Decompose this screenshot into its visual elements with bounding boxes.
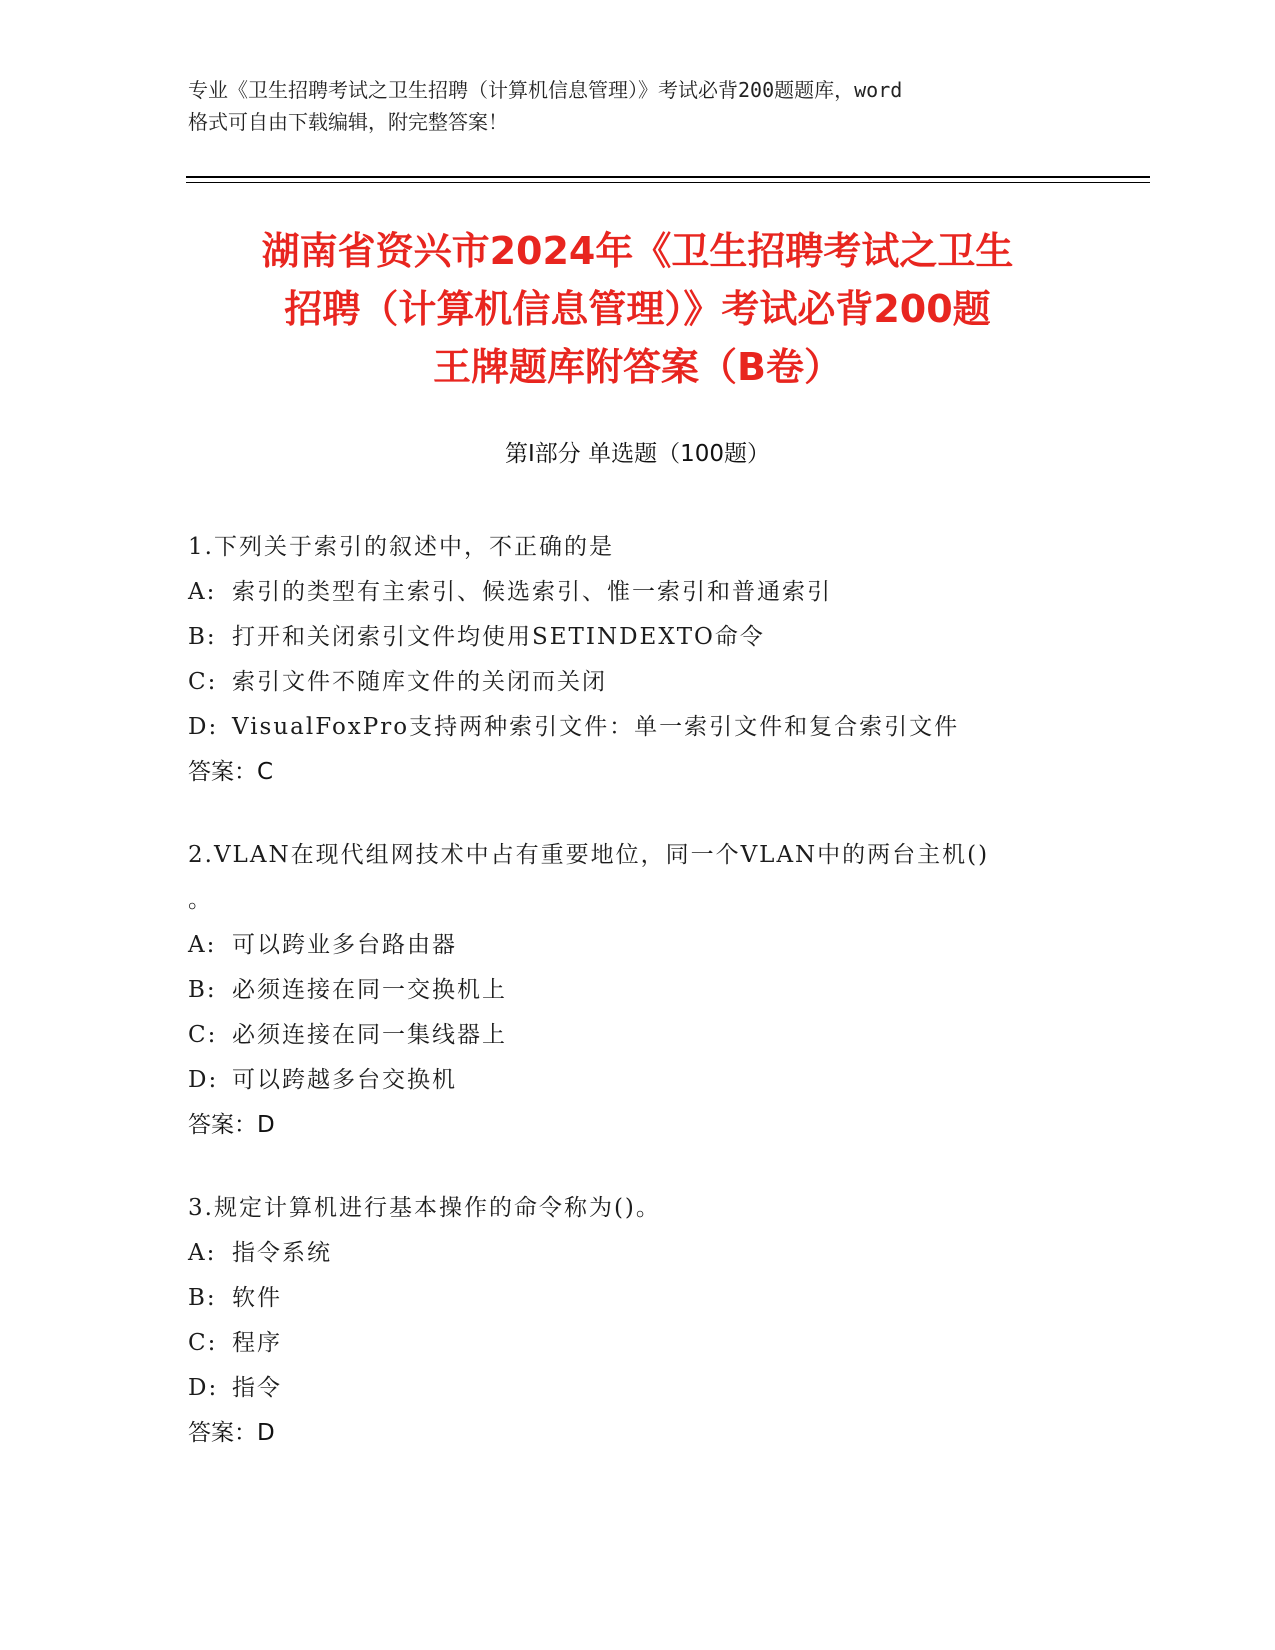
header-note-line: 专业《卫生招聘考试之卫生招聘（计算机信息管理）》考试必背200题题库，word bbox=[188, 78, 903, 102]
option-label: C: bbox=[188, 1022, 218, 1048]
option-label: C: bbox=[188, 669, 218, 695]
option-text: 可以跨越多台交换机 bbox=[232, 1067, 457, 1093]
option-c bbox=[188, 1321, 1108, 1366]
option-label: B: bbox=[188, 1285, 217, 1311]
question-stem: 3.规定计算机进行基本操作的命令称为()。 bbox=[188, 1195, 661, 1221]
option-label: A: bbox=[188, 579, 217, 605]
option-text: 必须连接在同一交换机上 bbox=[232, 977, 507, 1003]
header-note bbox=[188, 74, 1088, 138]
option-text: 指令系统 bbox=[232, 1240, 332, 1266]
option-c bbox=[188, 660, 1108, 705]
question-stem: 2.VLAN在现代组网技术中占有重要地位，同一个VLAN中的两台主机() bbox=[188, 842, 990, 868]
option-label: D: bbox=[188, 1375, 219, 1401]
option-text: 打开和关闭索引文件均使用SETINDEXTO命令 bbox=[232, 624, 765, 650]
option-label: A: bbox=[188, 1240, 217, 1266]
answer-line: 答案：C bbox=[188, 759, 274, 785]
section-title: 第Ⅰ部分 单选题（100题） bbox=[505, 441, 770, 467]
option-text: 必须连接在同一集线器上 bbox=[232, 1022, 507, 1048]
option-text: 索引文件不随库文件的关闭而关闭 bbox=[232, 669, 607, 695]
option-d bbox=[188, 705, 1108, 750]
header-divider bbox=[186, 176, 1150, 178]
option-b bbox=[188, 968, 1108, 1013]
option-label: B: bbox=[188, 977, 217, 1003]
option-a bbox=[188, 923, 1108, 968]
header-note-line: 格式可自由下载编辑，附完整答案！ bbox=[188, 110, 508, 134]
title-line: 湖南省资兴市2024年《卫生招聘考试之卫生 bbox=[261, 229, 1014, 273]
title-line: 王牌题库附答案（B卷） bbox=[433, 345, 842, 389]
option-c bbox=[188, 1013, 1108, 1058]
option-a bbox=[188, 1231, 1108, 1276]
question-item bbox=[188, 525, 1108, 795]
option-d bbox=[188, 1366, 1108, 1411]
option-label: C: bbox=[188, 1330, 218, 1356]
option-text: 软件 bbox=[232, 1285, 282, 1311]
question-stem: 1.下列关于索引的叙述中，不正确的是 bbox=[188, 534, 614, 560]
option-text: VisualFoxPro支持两种索引文件：单一索引文件和复合索引文件 bbox=[232, 714, 960, 740]
option-text: 程序 bbox=[232, 1330, 282, 1356]
question-item bbox=[188, 1186, 1108, 1456]
question-item bbox=[188, 833, 1108, 1148]
option-text: 索引的类型有主索引、候选索引、惟一索引和普通索引 bbox=[232, 579, 832, 605]
question-stem-continuation: 。 bbox=[188, 887, 213, 913]
document-title bbox=[150, 222, 1125, 396]
title-line: 招聘（计算机信息管理）》考试必背200题 bbox=[284, 287, 991, 331]
option-text: 指令 bbox=[232, 1375, 282, 1401]
option-label: D: bbox=[188, 714, 219, 740]
option-label: A: bbox=[188, 932, 217, 958]
option-b bbox=[188, 615, 1108, 660]
answer-line: 答案：D bbox=[188, 1420, 275, 1446]
option-b bbox=[188, 1276, 1108, 1321]
option-d bbox=[188, 1058, 1108, 1103]
header-divider-thin bbox=[186, 182, 1150, 183]
question-list bbox=[188, 525, 1108, 1494]
option-text: 可以跨业多台路由器 bbox=[232, 932, 457, 958]
answer-line: 答案：D bbox=[188, 1112, 275, 1138]
option-label: B: bbox=[188, 624, 217, 650]
option-a bbox=[188, 570, 1108, 615]
option-label: D: bbox=[188, 1067, 219, 1093]
